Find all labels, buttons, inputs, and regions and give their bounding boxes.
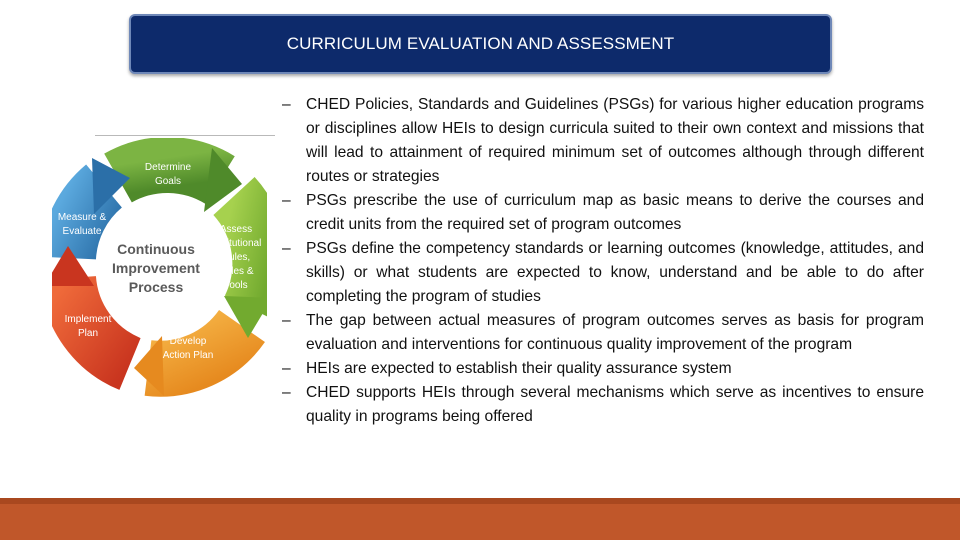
label-implement-1: Implement [64,314,112,325]
footer-band [0,498,960,504]
label-implement-2: Plan [77,328,99,339]
bullet-text: PSGs define the competency standards or learning outcomes (knowledge, attitudes, and skills) or what students are expected to know, understand and be able to do after completing the program of studies [306,240,924,305]
bullet-marker: – [282,96,291,113]
label-assess-1: Assess [219,224,253,235]
slide-title: CURRICULUM EVALUATION AND ASSESSMENT [286,34,675,53]
bullet-list [282,93,924,429]
bullet-marker: – [282,360,291,377]
center-label-1: Continuous [117,241,195,257]
bullet-text: CHED Policies, Standards and Guidelines (PSGs) for various higher education programs or disciplines allow HEIs to design curricula suited to their own context and missions that will lead to attainment of required minimum set of outcomes although through different routes or strategies [306,96,924,185]
bullet-marker: – [282,240,291,257]
bullet-text: The gap between actual measures of program outcomes serves as basis for program evaluation and interventions for continuous quality improvement of the program [306,312,924,353]
slide-title-box [129,14,832,74]
continuous-improvement-cycle [52,138,267,398]
bullet-item [282,93,924,189]
bullet-item [282,381,924,429]
center-label-2: Improvement [112,260,200,276]
label-develop-2: Action Plan [162,350,214,361]
bullet-text: CHED supports HEIs through several mechanisms which serve as incentives to ensure quality in programs being offered [306,384,924,425]
label-measure-1: Measure & [57,212,107,223]
label-assess-2: Institutional [210,238,262,249]
divider-line [95,135,275,136]
bullet-text: HEIs are expected to establish their quality assurance system [306,360,732,377]
bullet-marker: – [282,384,291,401]
label-assess-4: Roles & [218,266,254,277]
footer-bar [0,498,960,540]
bullet-marker: – [282,312,291,329]
center-label-3: Process [128,279,184,295]
label-determine-2: Goals [154,176,182,187]
label-determine-1: Determine [144,162,192,173]
bullet-marker: – [282,192,291,209]
bullet-item [282,237,924,309]
bullet-item [282,189,924,237]
label-measure-2: Evaluate [62,226,102,237]
bullet-text: PSGs prescribe the use of curriculum map as basic means to derive the courses and credit units from the required set of program outcomes [306,192,924,233]
bullet-item [282,309,924,357]
label-develop-1: Develop [169,336,207,347]
label-assess-5: Tools [224,280,248,291]
label-assess-3: Rules, [221,252,251,263]
bullet-item [282,357,924,381]
